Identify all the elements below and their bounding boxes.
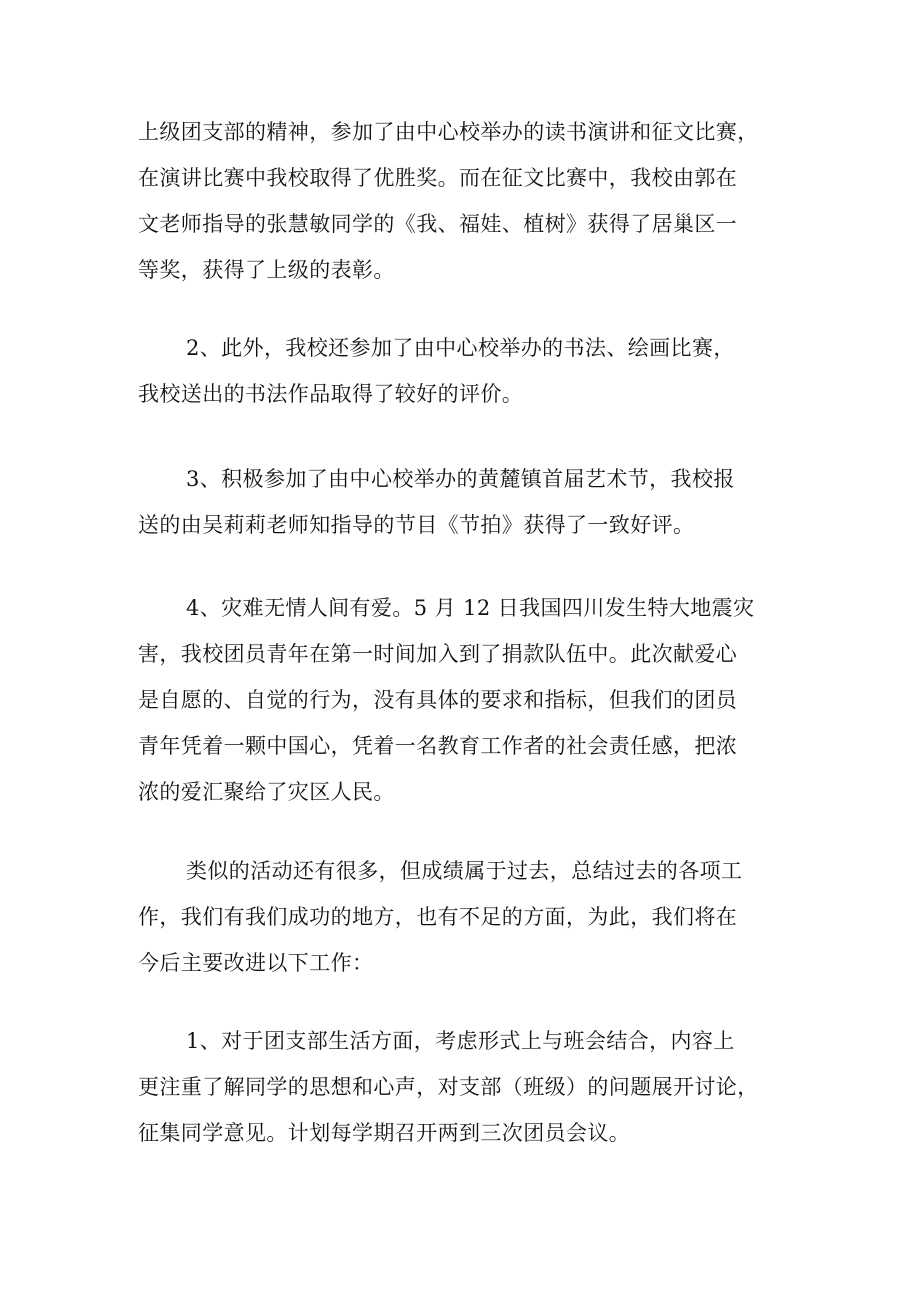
text-line: 上级团支部的精神，参加了由中心校举办的读书演讲和征文比赛， (138, 120, 759, 144)
text-line: 作，我们有我们成功的地方，也有不足的方面，为此，我们将在 (138, 905, 738, 929)
text-line: 我校送出的书法作品取得了较好的评价。 (138, 382, 524, 406)
text-line: 是自愿的、自觉的行为，没有具体的要求和指标，但我们的团员 (138, 688, 738, 712)
text-line: 4、灾难无情人间有爱。5 月 12 日我国四川发生特大地震灾 (186, 596, 755, 620)
text-line: 更注重了解同学的思想和心声，对支部（班级）的问题展开讨论， (138, 1075, 759, 1099)
text-line: 3、积极参加了由中心校举办的黄麓镇首届艺术节，我校报 (186, 467, 735, 491)
text-line: 文老师指导的张慧敏同学的《我、福娃、植树》获得了居巢区一 (138, 212, 738, 236)
text-line: 浓的爱汇聚给了灾区人民。 (138, 780, 395, 804)
text-line: 2、此外，我校还参加了由中心校举办的书法、绘画比赛， (186, 336, 735, 360)
text-line: 等奖，获得了上级的表彰。 (138, 258, 395, 282)
text-line: 在演讲比赛中我校取得了优胜奖。而在征文比赛中，我校由郭在 (138, 166, 738, 190)
text-line: 害，我校团员青年在第一时间加入到了捐款队伍中。此次献爱心 (138, 642, 738, 666)
text-line: 征集同学意见。计划每学期召开两到三次团员会议。 (138, 1121, 631, 1145)
text-line: 1、对于团支部生活方面，考虑形式上与班会结合，内容上 (186, 1029, 735, 1053)
text-line: 送的由吴莉莉老师知指导的节目《节拍》获得了一致好评。 (138, 513, 695, 537)
text-line: 青年凭着一颗中国心，凭着一名教育工作者的社会责任感，把浓 (138, 734, 738, 758)
text-line: 类似的活动还有很多，但成绩属于过去，总结过去的各项工 (186, 859, 743, 883)
text-line: 今后主要改进以下工作： (138, 951, 374, 975)
